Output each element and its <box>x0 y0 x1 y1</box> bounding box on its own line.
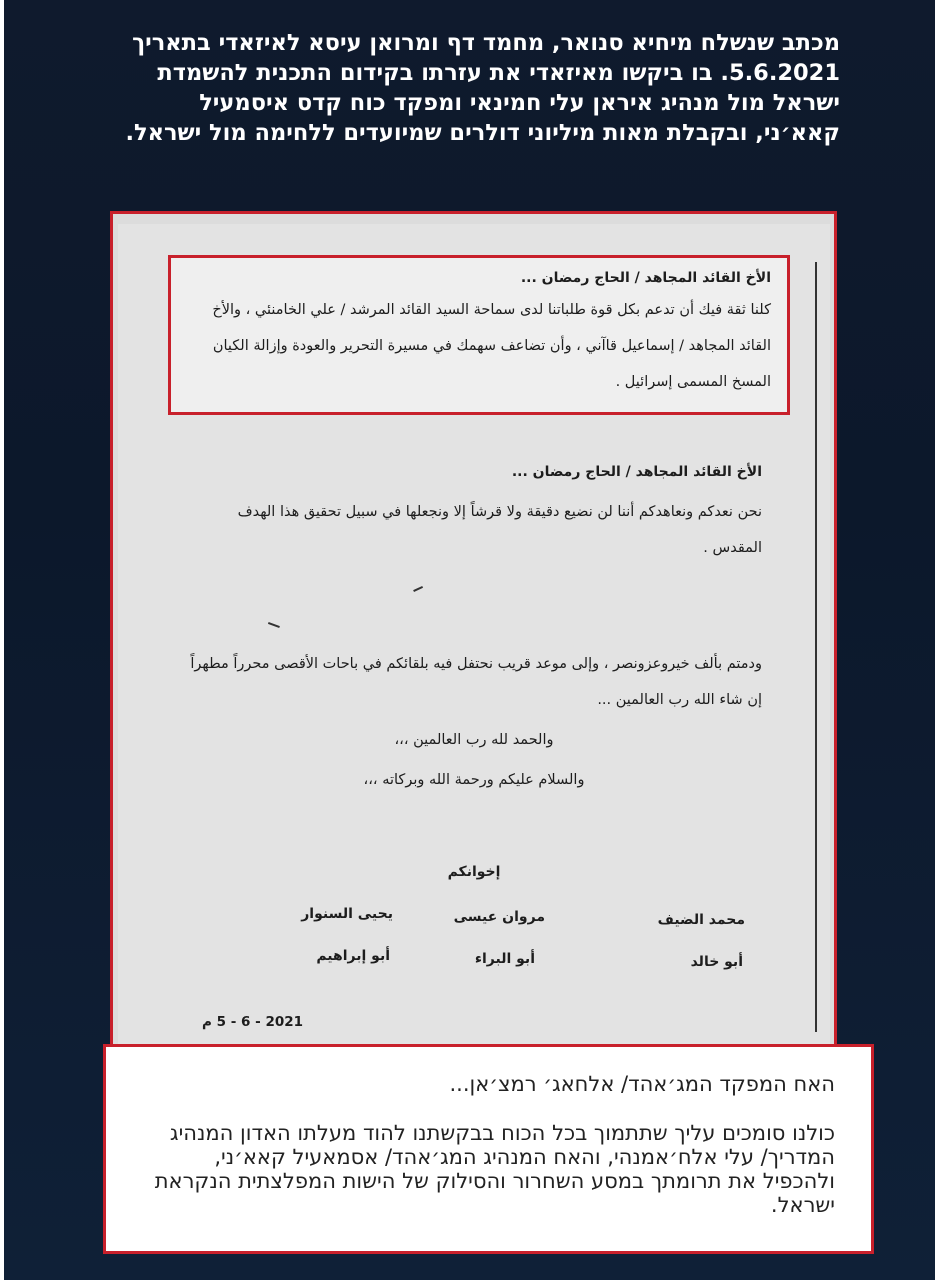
translation-salutation: האח המפקד המג׳אהד/ אלחאג׳ רמצ׳אן... <box>449 1072 835 1096</box>
scan-mark <box>413 586 423 592</box>
highlight-salutation: الأخ القائد المجاهد / الحاج رمضان ... <box>520 270 771 286</box>
highlighted-paragraph <box>168 255 790 415</box>
signature-name: يحيى السنوار <box>301 906 393 922</box>
second-salutation: الأخ القائد المجاهد / الحاج رمضان ... <box>511 464 762 480</box>
letter-paper <box>118 224 830 1088</box>
brothers-line: إخوانكم <box>447 864 501 880</box>
left-edge <box>0 0 4 1280</box>
headline: מכתב שנשלח מיחיא סנואר, מחמד דף ומרואן עיסא לאיזאדי בתאריך 5.6.2021. בו ביקשו מאיזאדי את עזרתו בקידום התכנית להשמדת ישראל מול מנהיג איראן עלי חמינאי ומפקד כוח קדס איסמעיל קאא׳ני, ובקבלת מאות מיליוני דולרים שמיועדים ללחימה מול ישראל. <box>125 30 840 146</box>
translation-box <box>103 1044 874 1254</box>
margin-rule <box>815 262 817 1032</box>
peace-line: والسلام عليكم ورحمة الله وبركاته ،،، <box>363 772 585 788</box>
praise-line: والحمد لله رب العالمين ،،، <box>394 732 554 748</box>
closing-paragraph: ودمتم بألف خيروعزونصر ، وإلى موعد قريب نحتفل فيه بلقائكم في باحات الأقصى محرراً مطهراً إن شاء الله رب العالمين ... <box>190 656 762 708</box>
signature-name: محمد الضيف <box>657 912 745 928</box>
right-edge <box>935 0 949 1280</box>
scan-mark <box>268 622 280 628</box>
signature-kunya: أبو خالد <box>690 954 743 970</box>
letter-date: 2021 - 6 - 5 م <box>202 1014 304 1030</box>
signature-kunya: أبو إبراهيم <box>316 948 390 964</box>
highlight-body: كلنا ثقة فيك أن تدعم بكل قوة طلباتنا لدى سماحة السيد القائد المرشد / علي الخامنئي ، والأخ القائد المجاهد / إسماعيل قاآني ، وأن تضاعف سهمك في مسيرة التحرير والعودة وإزالة الكيان المسخ المسمى إسرائيل . <box>212 302 771 390</box>
translation-body: כולנו סומכים עליך שתתמוך בכל הכוח בבקשתנו להוד מעלתו האדון המנהיג המדריך/ עלי אלח׳אמנהי, והאח המנהיג המג׳אהד/ אסמאעיל קאא׳ני, ולהכפיל את תרומתך במסע השחרור והסילוק של הישות המפלצתית הנקראת ישראל. <box>154 1121 835 1217</box>
letter-scan-frame <box>110 211 837 1091</box>
second-body: نحن نعدكم ونعاهدكم أننا لن نضيع دقيقة ولا قرشاً إلا ونجعلها في سبيل تحقيق هذا الهدف المقدس . <box>237 504 762 556</box>
signature-name: مروان عيسى <box>453 909 545 925</box>
signature-kunya: أبو البراء <box>474 951 535 967</box>
